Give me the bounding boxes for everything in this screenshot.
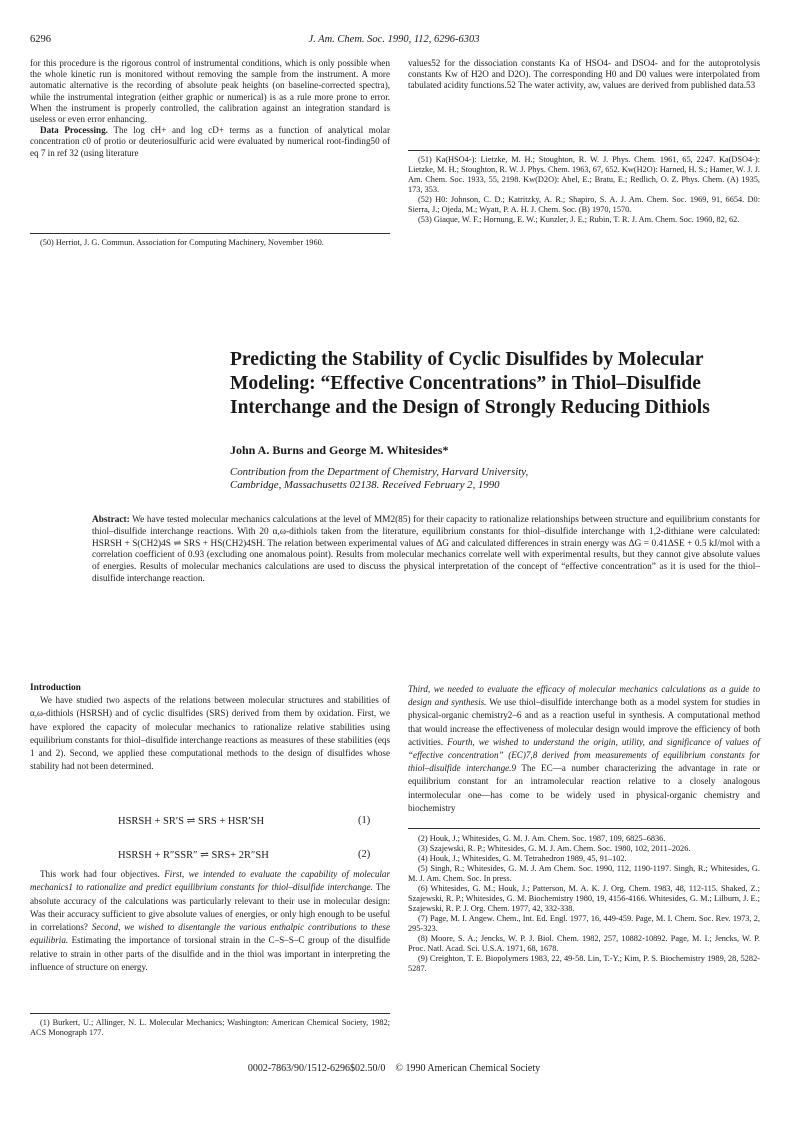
footnote-divider-right [408, 150, 760, 151]
objectives-text-c: The absolute accuracy of the calculations was particularly relevant to their use in molecular design: Was their accuracy sufficient to give absolute values of energies, or only high enough to be useful in correlations? [30, 882, 391, 933]
footnote-50 [30, 238, 390, 248]
reference-4: (4) Houk, J.; Whitesides, G. M. Tetrahedron 1989, 45, 91–102. [418, 854, 627, 863]
title-line-1: Predicting the Stability of Cyclic Disulfides by Molecular [230, 349, 704, 370]
page-number: 6296 [30, 34, 51, 45]
data-processing-paragraph [30, 125, 390, 159]
footnote-divider-bottom-left [30, 1013, 390, 1014]
intro-right-column [408, 683, 760, 815]
reference-51: (51) Ka(HSO4-): Lietzke, M. H.; Stoughton, R. W. J. Phys. Chem. 1961, 65, 2247. Ka(DSO4-): Lietzke, M. H.; Stoughton, R. W. J. Phys. Chem. 1963, 67, 652. Kw(H2O): Harned, H. S.; Hamer, W. J. J. Am. Chem. Soc. 1933, 55, 2198. Kw(D2O): Abel, E.; Bratu, E.; Redlich, O. Z. Phys. Chem. (A) 1935, 173, 353. [408, 155, 760, 194]
third-objective: Third, we needed to evaluate the efficacy of molecular mechanics calculations as a guide to design and synthesis. [408, 684, 760, 708]
reference-2: (2) Houk, J.; Whitesides, G. M. J. Am. Chem. Soc. 1987, 109, 6825–6836. [418, 834, 666, 843]
equation-1: HSRSH + SR′S ⇌ SRS + HSR′SH [118, 816, 265, 827]
footnote-1 [30, 1018, 390, 1038]
intro-paragraph-1: We have studied two aspects of the relations between molecular structures and stabilities of α,ω-dithiols (HSRSH) and of cyclic disulfides (SRS) derived from them by oxidation. First, we have explored the capacity of molecular mechanics to rationalize relative stabilities using equilibrium constants for thiol–disulfide interchange reactions as measures of these stabilities (eqs 1 and 2). Second, we applied these computational methods to the design of disulfides whose stability had not been determined. [30, 695, 390, 772]
values-paragraph: values52 for the dissociation constants Ka of HSO4- and DSO4- and for the autoprotolysis constants Kw of H2O and D2O). The corresponding H0 and D0 values were interpolated from tabulated acidity functions.52 The water activity, aw, values are derived from published data.53 [408, 58, 760, 91]
article-code: 0002-7863/90/1512-6296$02.50/0 [247, 1063, 386, 1074]
reference-3: (3) Szajewski, R. P.; Whitesides, G. M. J. Am. Chem. Soc. 1980, 102, 2011–2026. [418, 844, 691, 853]
footnote-divider-bottom-right [408, 828, 760, 829]
copyright: © 1990 American Chemical Society [395, 1063, 541, 1074]
affiliation-line-1: Contribution from the Department of Chemistry, Harvard University, [230, 466, 529, 478]
reference-53: (53) Giaque, W. F.; Hornung, E. W.; Kunzler, J. E.; Rubin, T. R. J. Am. Chem. Soc. 1960, 82, 62. [418, 215, 740, 224]
thiol-disulfide-model-text: We use thiol–disulfide interchange both as a model system for studies in physical-organic chemistry2–6 and as a reaction useful in synthesis. A computational method that would increase the effectiveness of molecular design would improve the efficiency of both activities. [408, 697, 761, 747]
footnote-1-text: (1) Burkert, U.; Allinger, N. L. Molecular Mechanics; Washington: American Chemical Society, 1982; ACS Monograph 177. [30, 1018, 390, 1037]
title-line-2: Modeling: “Effective Concentrations” in Thiol–Disulfide [230, 373, 701, 394]
objectives-paragraph [30, 868, 390, 974]
data-processing-heading: Data Processing. [40, 125, 108, 136]
equation-2: HSRSH + R″SSR″ ⇌ SRS+ 2R″SH [118, 850, 269, 861]
objectives-text-e: Estimating the importance of torsional strain in the C–S–S–C group of the disulfide relative to strain in other parts of the disulfide and in the thiol was important in interpreting the influence of structure on energy. [30, 935, 390, 973]
ec-definition-text: The EC—a number characterizing the advantage in rate or equilibrium constant for an intramolecular reaction relative to a closely analogous intermolecular one—has come to be widely used in physical-organic chemistry and biochemistry [408, 763, 761, 813]
page-footer [0, 1063, 788, 1074]
authors: John A. Burns and George M. Whitesides* [230, 443, 449, 457]
introduction-heading: Introduction [30, 683, 81, 693]
reference-6: (6) Whitesides, G. M.; Houk, J.; Patterson, M. A. K. J. Org. Chem. 1983, 48, 112-115. Shaked, Z.; Szajewski, R. P.; Whitesides, G. M. Biochemistry 1980, 19, 4156-4166. Whitesides, G. M.; Lilburn, J. E.; Szajewski, R. P. J. Org. Chem. 1977, 42, 332-338. [408, 884, 760, 913]
running-header: J. Am. Chem. Soc. 1990, 112, 6296-6303 [308, 34, 480, 45]
top-left-column [30, 58, 390, 159]
reference-7: (7) Page, M. I. Angew. Chem., Int. Ed. Engl. 1977, 16, 449-459. Page, M. I. Chem. Soc. Rev. 1973, 2, 295-323. [408, 914, 760, 933]
data-processing-text: The log cH+ and log cD+ terms as a function of analytical molar concentration c0 of protio or deuteriosulfuric acid were evaluated by numerical root-finding50 of eq 7 in ref 32 (using literature [30, 125, 390, 158]
footnote-divider-left [30, 233, 390, 234]
objectives-text-d: Second, we wished to disentangle the various enthalpic contributions to these equilibria. [30, 922, 390, 946]
bottom-right-references [408, 834, 760, 974]
article-title [230, 348, 770, 420]
title-line-3: Interchange and the Design of Strongly Reducing Dithiols [230, 397, 710, 418]
abstract [92, 515, 760, 586]
equation-1-number: (1) [358, 815, 371, 826]
reference-52: (52) H0: Johnson, C. D.; Katritzky, A. R.; Shapiro, S. A. J. Am. Chem. Soc. 1969, 91, 6654. D0: Sierra, J.; Ojeda, M.; Wyatt, P. A. H. J. Chem. Soc. (B) 1970, 1570. [408, 195, 760, 214]
abstract-text-1: We have tested molecular mechanics calculations at the level of MM2(85) for their capacity to rationalize relationships between structure and equilibrium constants for thiol–disulfide interchange reactions. With 20 α,ω-dithiols taken from the literature, equilibrium constants for thiol–disulfide interchange with 1,2-dithiane were calculated: HSRSH + S(CH2)4S ⇌ [92, 515, 761, 549]
abstract-label: Abstract: [92, 515, 130, 525]
top-right-column [408, 58, 760, 92]
affiliation-line-2: Cambridge, Massachusetts 02138. Received February 2, 1990 [230, 479, 500, 491]
footnote-50-text: (50) Herriot, J. G. Commun. Association for Computing Machinery, November 1960. [40, 238, 324, 247]
abstract-text-2: SRS + HS(CH2)4SH. The relation between experimental values of ΔG and calculated differences in strain energy was ΔG = 0.41ΔSE + 0.5 kJ/mol with a correlation coefficient of 0.93 (excluding one anomalous point). Results from molecular mechanics correlate well with experimental results, but they cannot give absolute values of energies. Results of molecular mechanics calculations are used to discuss the physical interpretation of the concept of “effective concentration” as it is used for the thiol–disulfide interchange reaction. [92, 538, 760, 584]
affiliation [230, 466, 528, 492]
introduction-column [30, 683, 390, 773]
objectives-text-a: This work had four objectives. [40, 869, 160, 879]
reference-5: (5) Singh, R.; Whitesides, G. M. J. Am Chem. Soc. 1990, 112, 1190-1197. Singh, R.; Whitesides, G. M. J. Am. Chem. Soc. In press. [408, 864, 760, 883]
fourth-objective: Fourth, we wished to understand the origin, utility, and significance of values of “effective concentration” (EC)7,8 derived from measurements of equilibrium constants for thiol–disulfide interchange.9 [408, 736, 760, 774]
reference-8: (8) Moore, S. A.; Jencks, W. P. J. Biol. Chem. 1982, 257, 10882-10892. Page, M. I.; Jencks, W. P. Proc. Natl. Acad. Sci. U.S.A. 1971, 68, 1678. [408, 934, 760, 953]
top-right-references [408, 155, 760, 225]
objectives-text-b: First, we intended to evaluate the capability of molecular mechanics1 to rationalize and predict equilibrium constants for thiol–disulfide interchange. [30, 869, 391, 893]
equation-2-number: (2) [358, 849, 371, 860]
reference-9: (9) Creighton, T. E. Biopolymers 1983, 22, 49-58. Lin, T.-Y.; Kim, P. S. Biochemistry 1989, 28, 5282-5287. [408, 954, 760, 973]
procedure-paragraph: for this procedure is the rigorous control of instrumental conditions, which is only possible when the whole kinetic run is monitored without removing the sample from the instrument. A more automatic alternative is the recording of absolute peak heights (on baseline-corrected spectra), while the instrumental integration (either graphic or numerical) is as a rule more prone to error. When the instrument is properly controlled, the calibration against an integration standard is useless or even error enhancing. [30, 58, 390, 125]
